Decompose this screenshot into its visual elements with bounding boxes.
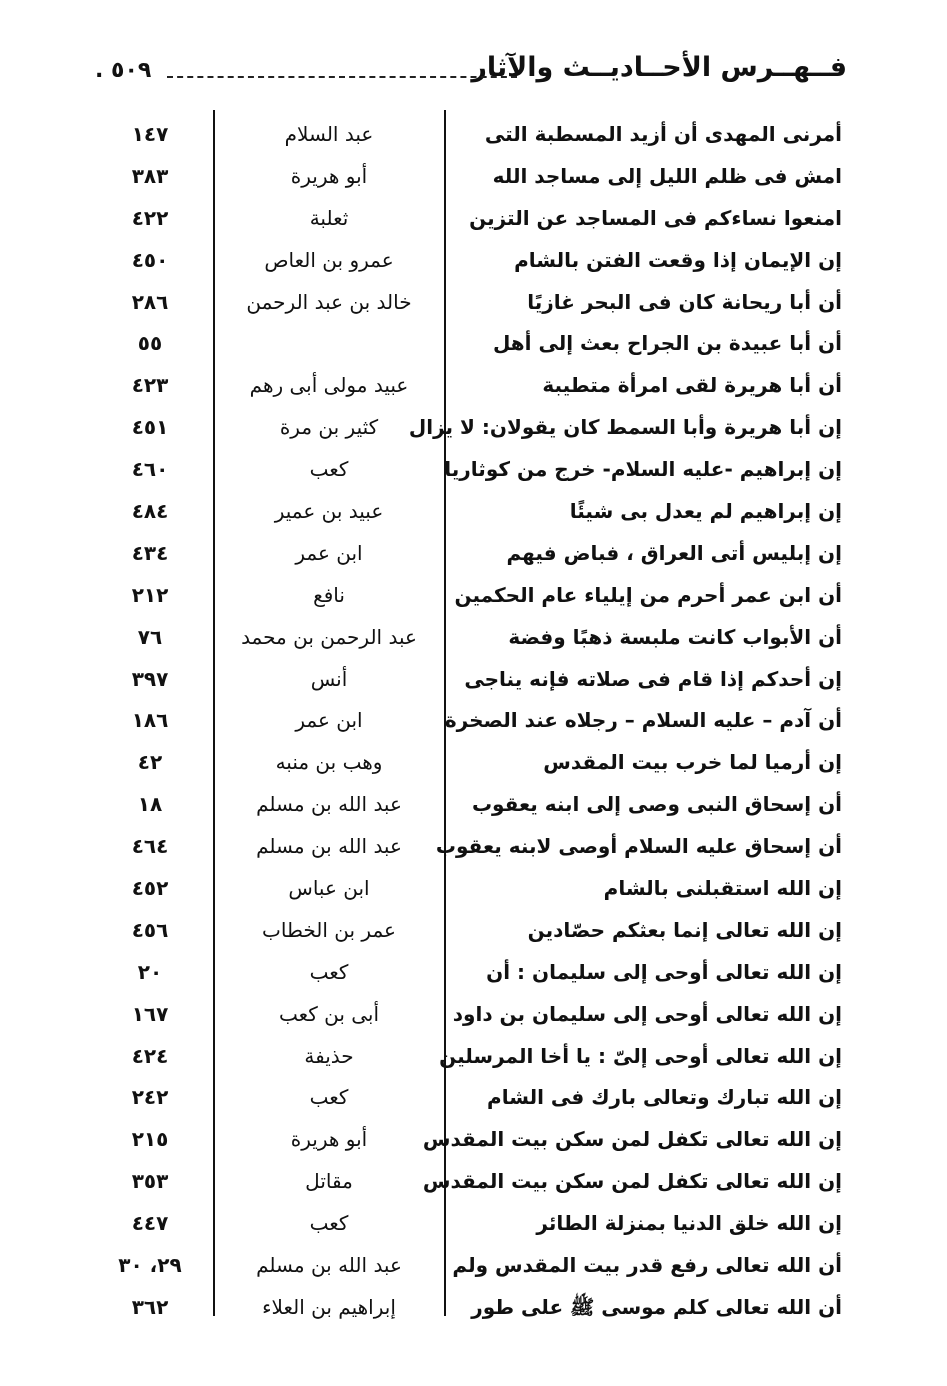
narrator: عمرو بن العاص — [264, 247, 394, 272]
page-ref: ٤٤٧ — [131, 1211, 169, 1236]
narrator: ابن عمر — [295, 540, 363, 565]
page-ref: ٣٩٧ — [131, 666, 169, 691]
hadith-text: إن الإيمان إذا وقعت الفتن بالشام — [514, 247, 842, 272]
index-row — [90, 910, 850, 952]
hadith-text: إن إبراهيم لم يعدل بى شيئًا — [569, 499, 842, 524]
hadith-text: إن الله خلق الدنيا بمنزلة الطائر — [536, 1211, 842, 1236]
index-row — [90, 952, 850, 994]
narrator: أبو هريرة — [290, 1127, 368, 1152]
narrator: كعب — [309, 1211, 349, 1236]
page-ref: ٤٥٢ — [131, 876, 169, 901]
index-row — [90, 491, 850, 533]
page-ref: ٤٥١ — [131, 415, 169, 440]
page-ref: ٢١٢ — [131, 582, 169, 607]
hadith-text: إن الله تعالى أوحى إلىّ : يا أخا المرسلين — [439, 1043, 842, 1068]
page-ref: ٣٨٣ — [131, 163, 169, 188]
hadith-text: إن الله استقبلنى بالشام — [603, 876, 842, 901]
narrator: كعب — [309, 1085, 349, 1110]
hadith-text: أن أبا هريرة لقى امرأة متطيبة — [542, 373, 842, 398]
hadith-text: إن الله تعالى تكفل لمن سكن بيت المقدس — [422, 1169, 842, 1194]
page-header — [95, 52, 847, 92]
index-row — [90, 282, 850, 324]
narrator: أبو هريرة — [290, 163, 368, 188]
page-ref: ٣٥٣ — [131, 1169, 169, 1194]
narrator: مقاتل — [305, 1169, 353, 1194]
page-ref: ١٦٧ — [131, 1001, 169, 1026]
page-ref: ٢٠ — [137, 959, 163, 984]
hadith-text: إن أحدكم إذا قام فى صلاته فإنه يناجى — [464, 666, 842, 691]
index-row — [90, 742, 850, 784]
index-row — [90, 198, 850, 240]
narrator: عبد الله بن مسلم — [256, 834, 402, 859]
page-number: ٥٠٩ . — [95, 58, 152, 83]
page-ref: ١٨٦ — [131, 708, 169, 733]
hadith-text: إن إبراهيم -عليه السلام- خرج من كوثاريا — [444, 457, 842, 482]
hadith-text: أن آدم – عليه السلام – رجلاه عند الصخرة — [444, 708, 842, 733]
narrator: عبد السلام — [284, 122, 374, 146]
narrator: عبد الله بن مسلم — [256, 792, 402, 817]
page-ref: ٢١٥ — [131, 1127, 169, 1152]
hadith-text: أن الأبواب كانت ملبسة ذهبًا وفضة — [508, 624, 842, 649]
index-row — [90, 784, 850, 826]
hadith-text: إن الله تعالى إنما بعثكم حصّادين — [527, 917, 842, 942]
hadith-text: إن أبا هريرة وأبا السمط كان يقولان: لا يزال — [408, 415, 842, 440]
narrator: عمر بن الخطاب — [262, 917, 396, 942]
index-row — [90, 1287, 850, 1329]
page-ref: ٣٦٢ — [131, 1294, 169, 1319]
hadith-text: أن إسحاق النبى وصى إلى ابنه يعقوب — [471, 792, 842, 817]
page-ref: ٥٥ — [137, 331, 163, 356]
hadith-text: امش فى ظلم الليل إلى مساجد الله — [492, 163, 842, 188]
index-row — [90, 868, 850, 910]
index-row — [90, 156, 850, 198]
index-row — [90, 1119, 850, 1161]
hadith-text: إن الله تعالى تكفل لمن سكن بيت المقدس — [422, 1127, 842, 1152]
narrator: عبيد بن عمير — [274, 499, 384, 524]
page-ref: ١٨ — [137, 792, 163, 817]
page-ref: ٤٦٠ — [131, 457, 169, 482]
hadith-text: إن أرميا لما خرب بيت المقدس — [543, 750, 842, 775]
index-row — [90, 1077, 850, 1119]
page-ref: ٤٥٦ — [131, 917, 169, 942]
narrator: عبيد مولى أبى رهم — [249, 373, 409, 398]
index-row — [90, 659, 850, 701]
index-row — [90, 575, 850, 617]
narrator: كعب — [309, 457, 349, 482]
page-ref: ٤٢ — [137, 750, 163, 775]
page-ref: ٤٣٤ — [131, 540, 169, 565]
page-ref: ٢٤٢ — [131, 1085, 169, 1110]
page-ref: ٤٨٤ — [131, 499, 169, 524]
index-row — [90, 449, 850, 491]
page-ref: ٤٥٠ — [131, 247, 169, 272]
hadith-text: إن إبليس أتى العراق ، فباض فيهم — [506, 540, 842, 565]
hadith-text: أن إسحاق عليه السلام أوصى لابنه يعقوب — [435, 834, 842, 859]
narrator: نافع — [313, 582, 345, 607]
index-row — [90, 365, 850, 407]
header-dashed-rule — [167, 76, 517, 78]
narrator: خالد بن عبد الرحمن — [246, 289, 412, 314]
narrator: ابن عمر — [295, 708, 363, 733]
index-row — [90, 323, 850, 365]
narrator: عبد الرحمن بن محمد — [241, 624, 417, 649]
page-ref: ٢٨٦ — [131, 289, 169, 314]
index-row — [90, 533, 850, 575]
narrator: وهب بن منبه — [275, 750, 383, 775]
page-ref: ٢٩، ٣٠ — [118, 1253, 182, 1278]
narrator: ابن عباس — [288, 876, 370, 901]
hadith-text: امنعوا نساءكم فى المساجد عن التزين — [469, 205, 842, 230]
hadith-text: إن الله تبارك وتعالى بارك فى الشام — [487, 1085, 842, 1110]
index-row — [90, 1161, 850, 1203]
hadith-text: أن أبا ريحانة كان فى البحر غازيًا — [527, 289, 842, 314]
index-row — [90, 994, 850, 1036]
page-ref: ٤٢٢ — [131, 205, 169, 230]
narrator: كعب — [309, 959, 349, 984]
index-row — [90, 1245, 850, 1287]
narrator: حذيفة — [304, 1043, 354, 1068]
hadith-text: إن الله تعالى أوحى إلى سليمان : أن — [486, 959, 842, 984]
narrator: إبراهيم بن العلاء — [262, 1294, 396, 1319]
narrator: ثعلبة — [309, 205, 349, 230]
index-table — [90, 114, 850, 1329]
hadith-text: أن أبا عبيدة بن الجراح بعث إلى أهل — [492, 331, 842, 356]
narrator: عبد الله بن مسلم — [256, 1253, 402, 1278]
index-row — [90, 617, 850, 659]
hadith-text: أمرنى المهدى أن أزيد المسطبة التى — [484, 122, 842, 146]
index-row — [90, 1036, 850, 1078]
narrator — [218, 323, 440, 365]
index-title: فــهــرس الأحــاديــث والآثار — [471, 52, 847, 83]
index-row — [90, 407, 850, 449]
page-ref: ٤٢٤ — [131, 1043, 169, 1068]
index-row — [90, 240, 850, 282]
page-ref: ٤٦٤ — [131, 834, 169, 859]
index-row — [90, 1203, 850, 1245]
index-row — [90, 826, 850, 868]
index-row — [90, 114, 850, 156]
hadith-text: إن الله تعالى أوحى إلى سليمان بن داود — [452, 1001, 842, 1026]
narrator: أبى بن كعب — [278, 1001, 380, 1026]
narrator: أنس — [310, 666, 348, 691]
page-ref: ٤٢٣ — [131, 373, 169, 398]
page-ref: ٧٦ — [137, 624, 163, 649]
hadith-text: أن الله تعالى كلم موسى ﷺ على طور — [471, 1294, 842, 1319]
narrator: كثير بن مرة — [279, 415, 379, 440]
hadith-text: أن ابن عمر أحرم من إيلياء عام الحكمين — [454, 582, 842, 607]
hadith-text: أن الله تعالى رفع قدر بيت المقدس ولم — [452, 1253, 842, 1278]
index-row — [90, 700, 850, 742]
page-ref: ١٤٧ — [131, 122, 169, 146]
